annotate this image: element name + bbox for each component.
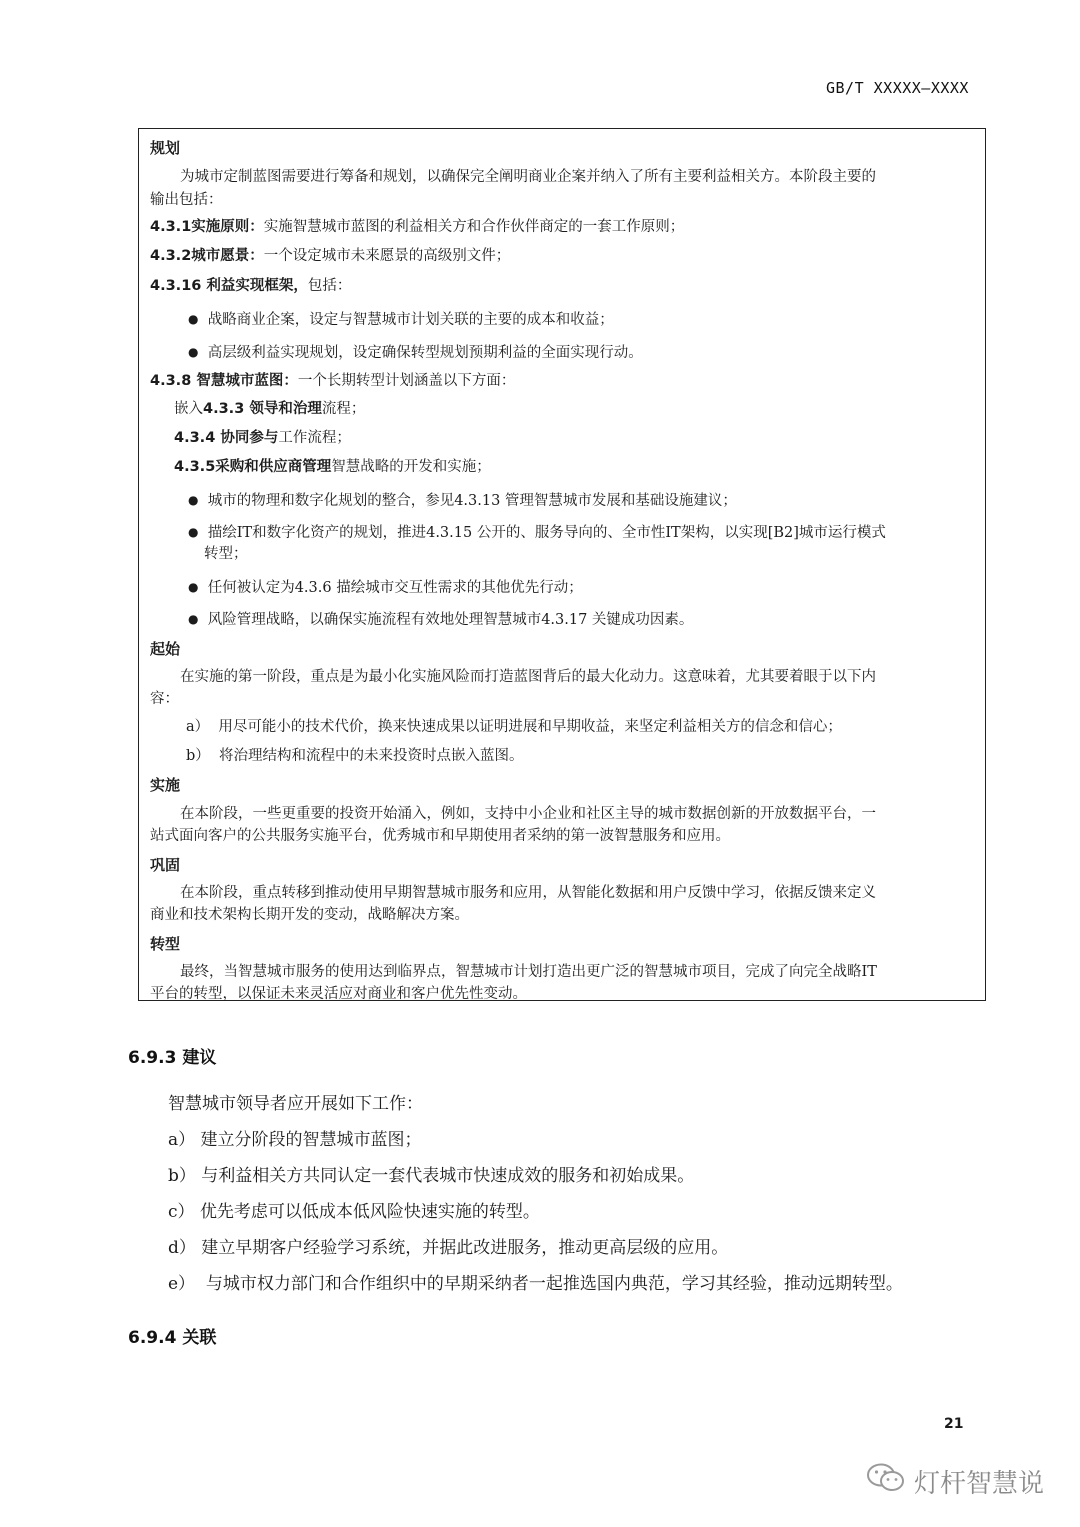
- bullet-icon: ●: [188, 493, 199, 507]
- recommendation-item: [168, 1201, 540, 1223]
- list-text: 用尽可能小的技术代价，换来快速成果以证明进展和早期收益，来坚定利益相关方的信念和信心；: [218, 719, 842, 735]
- transform-text-line-1: 最终，当智慧城市服务的使用达到临界点，智慧城市计划打造出更广泛的智慧城市项目，完成了向完全战略IT: [180, 964, 877, 980]
- list-marker: e）: [168, 1274, 196, 1294]
- recommendation-item: [168, 1273, 903, 1295]
- start-item-b: [186, 746, 524, 766]
- consolidate-text-line-2: 商业和技术架构长期开发的变动，战略解决方案。: [150, 907, 469, 923]
- page-number: 21: [944, 1416, 964, 1432]
- bullet-item: [188, 522, 886, 543]
- list-marker: b）: [168, 1166, 196, 1186]
- start-text-line-2: 容：: [150, 691, 179, 707]
- bullet-item: [188, 342, 643, 363]
- list-text: 建立分阶段的智慧城市蓝图；: [200, 1130, 422, 1150]
- bullet-text: 描绘IT和数字化资产的规划，推进4.3.15 公开的、服务导向的、全市性IT架构，以实现[B2]城市运行模式: [207, 525, 886, 541]
- bullet-item: [188, 309, 614, 330]
- bullet-item: [188, 490, 737, 511]
- bullet-icon: ●: [188, 345, 199, 359]
- bullet-icon: ●: [188, 580, 199, 594]
- item-label: 4.3.8 智慧城市蓝图：: [150, 373, 298, 389]
- bullet-icon: ●: [188, 612, 199, 626]
- wechat-icon: [866, 1462, 906, 1501]
- heading-transform: 转型: [150, 935, 181, 953]
- sub-label: 4.3.3 领导和治理: [203, 401, 322, 417]
- blueprint-sub-engagement: [174, 428, 351, 448]
- list-text: 优先考虑可以低成本低风险快速实施的转型。: [199, 1202, 540, 1222]
- section-title-693: 6.9.3 建议: [128, 1048, 217, 1068]
- start-text-line-1: 在实施的第一阶段，重点是为最小化实施风险而打造蓝图背后的最大化动力。这意味着，尤其要着眼于以下内: [180, 669, 876, 685]
- blueprint-sub-procurement: [174, 457, 491, 477]
- item-label: 4.3.1实施原则：: [150, 219, 264, 235]
- list-text: 建立早期客户经验学习系统，并据此改进服务，推动更高层级的应用。: [201, 1238, 729, 1258]
- heading-consolidate: 巩固: [150, 856, 181, 874]
- list-marker: a）: [186, 719, 210, 735]
- list-marker: c）: [168, 1202, 195, 1222]
- list-marker: d）: [168, 1238, 196, 1258]
- recommendation-item: [168, 1165, 694, 1187]
- bullet-item: [188, 577, 583, 598]
- item-label: 4.3.2城市愿景：: [150, 248, 264, 264]
- recommendation-item: [168, 1129, 422, 1151]
- heading-plan: 规划: [150, 139, 181, 157]
- list-marker: b）: [186, 748, 210, 764]
- section-693-intro: 智慧城市领导者应开展如下工作：: [168, 1094, 423, 1114]
- bullet-text: 风险管理战略，以确保实施流程有效地处理智慧城市4.3.17 关键成功因素。: [207, 612, 694, 628]
- item-text: 实施智慧城市蓝图的利益相关方和合作伙伴商定的一套工作原则；: [263, 219, 685, 235]
- plan-intro-line-2: 输出包括：: [150, 192, 223, 208]
- document-code: GB/T XXXXX—XXXX: [826, 79, 969, 97]
- item-text: 一个长期转型计划涵盖以下方面：: [297, 373, 516, 389]
- plan-item-principles: [150, 217, 684, 237]
- sub-label: 4.3.4 协同参与: [174, 430, 279, 446]
- bullet-icon: ●: [188, 312, 199, 326]
- recommendation-item: [168, 1237, 728, 1259]
- item-label: 4.3.16 利益实现框架，: [150, 278, 308, 294]
- sub-text: 流程；: [321, 401, 366, 417]
- sub-text: 工作流程；: [278, 430, 351, 446]
- bullet-icon: ●: [188, 525, 199, 539]
- plan-intro-line-1: 为城市定制蓝图需要进行筹备和规划，以确保完全阐明商业企案并纳入了所有主要利益相关方。本阶段主要的: [180, 169, 876, 185]
- list-text: 与城市权力部门和合作组织中的早期采纳者一起推选国内典范，学习其经验，推动远期转型。: [205, 1274, 903, 1294]
- bullet-text: 城市的物理和数字化规划的整合，参见4.3.13 管理智慧城市发展和基础设施建议；: [207, 493, 737, 509]
- list-text: 将治理结构和流程中的未来投资时点嵌入蓝图。: [219, 748, 524, 764]
- sub-prefix: 嵌入: [174, 401, 203, 417]
- bullet-text-continuation: 转型；: [204, 546, 248, 562]
- section-title-694: 6.9.4 关联: [128, 1328, 217, 1348]
- consolidate-text-line-1: 在本阶段，重点转移到推动使用早期智慧城市服务和应用，从智能化数据和用户反馈中学习，依据反馈来定义: [180, 885, 876, 901]
- start-item-a: [186, 717, 842, 737]
- list-text: 与利益相关方共同认定一套代表城市快速成效的服务和初始成果。: [201, 1166, 695, 1186]
- item-text: 一个设定城市未来愿景的高级别文件；: [263, 248, 511, 264]
- implement-text-line-2: 站式面向客户的公共服务实施平台，优秀城市和早期使用者采纳的第一波智慧服务和应用。: [150, 828, 730, 844]
- bullet-text: 任何被认定为4.3.6 描绘城市交互性需求的其他优先行动；: [207, 580, 583, 596]
- plan-item-benefit-framework: [150, 276, 351, 296]
- plan-item-vision: [150, 246, 510, 266]
- plan-item-blueprint: [150, 371, 515, 391]
- heading-start: 起始: [150, 640, 181, 658]
- item-text: 包括：: [307, 278, 352, 294]
- bullet-item: [188, 609, 693, 630]
- sub-text: 智慧战略的开发和实施；: [331, 459, 491, 475]
- watermark: [866, 1462, 1044, 1501]
- watermark-text: 灯杆智慧说: [914, 1469, 1045, 1499]
- bullet-text: 战略商业企案，设定与智慧城市计划关联的主要的成本和收益；: [207, 312, 614, 328]
- sub-label: 4.3.5采购和供应商管理: [174, 459, 332, 475]
- implement-text-line-1: 在本阶段，一些更重要的投资开始涌入，例如，支持中小企业和社区主导的城市数据创新的开放数据平台，一: [180, 806, 876, 822]
- heading-implement: 实施: [150, 776, 181, 794]
- blueprint-sub-governance: [174, 399, 365, 419]
- list-marker: a）: [168, 1130, 196, 1150]
- bullet-text: 高层级利益实现规划，设定确保转型规划预期利益的全面实现行动。: [207, 345, 643, 361]
- transform-text-line-2: 平台的转型，以保证未来灵活应对商业和客户优先性变动。: [150, 986, 527, 1002]
